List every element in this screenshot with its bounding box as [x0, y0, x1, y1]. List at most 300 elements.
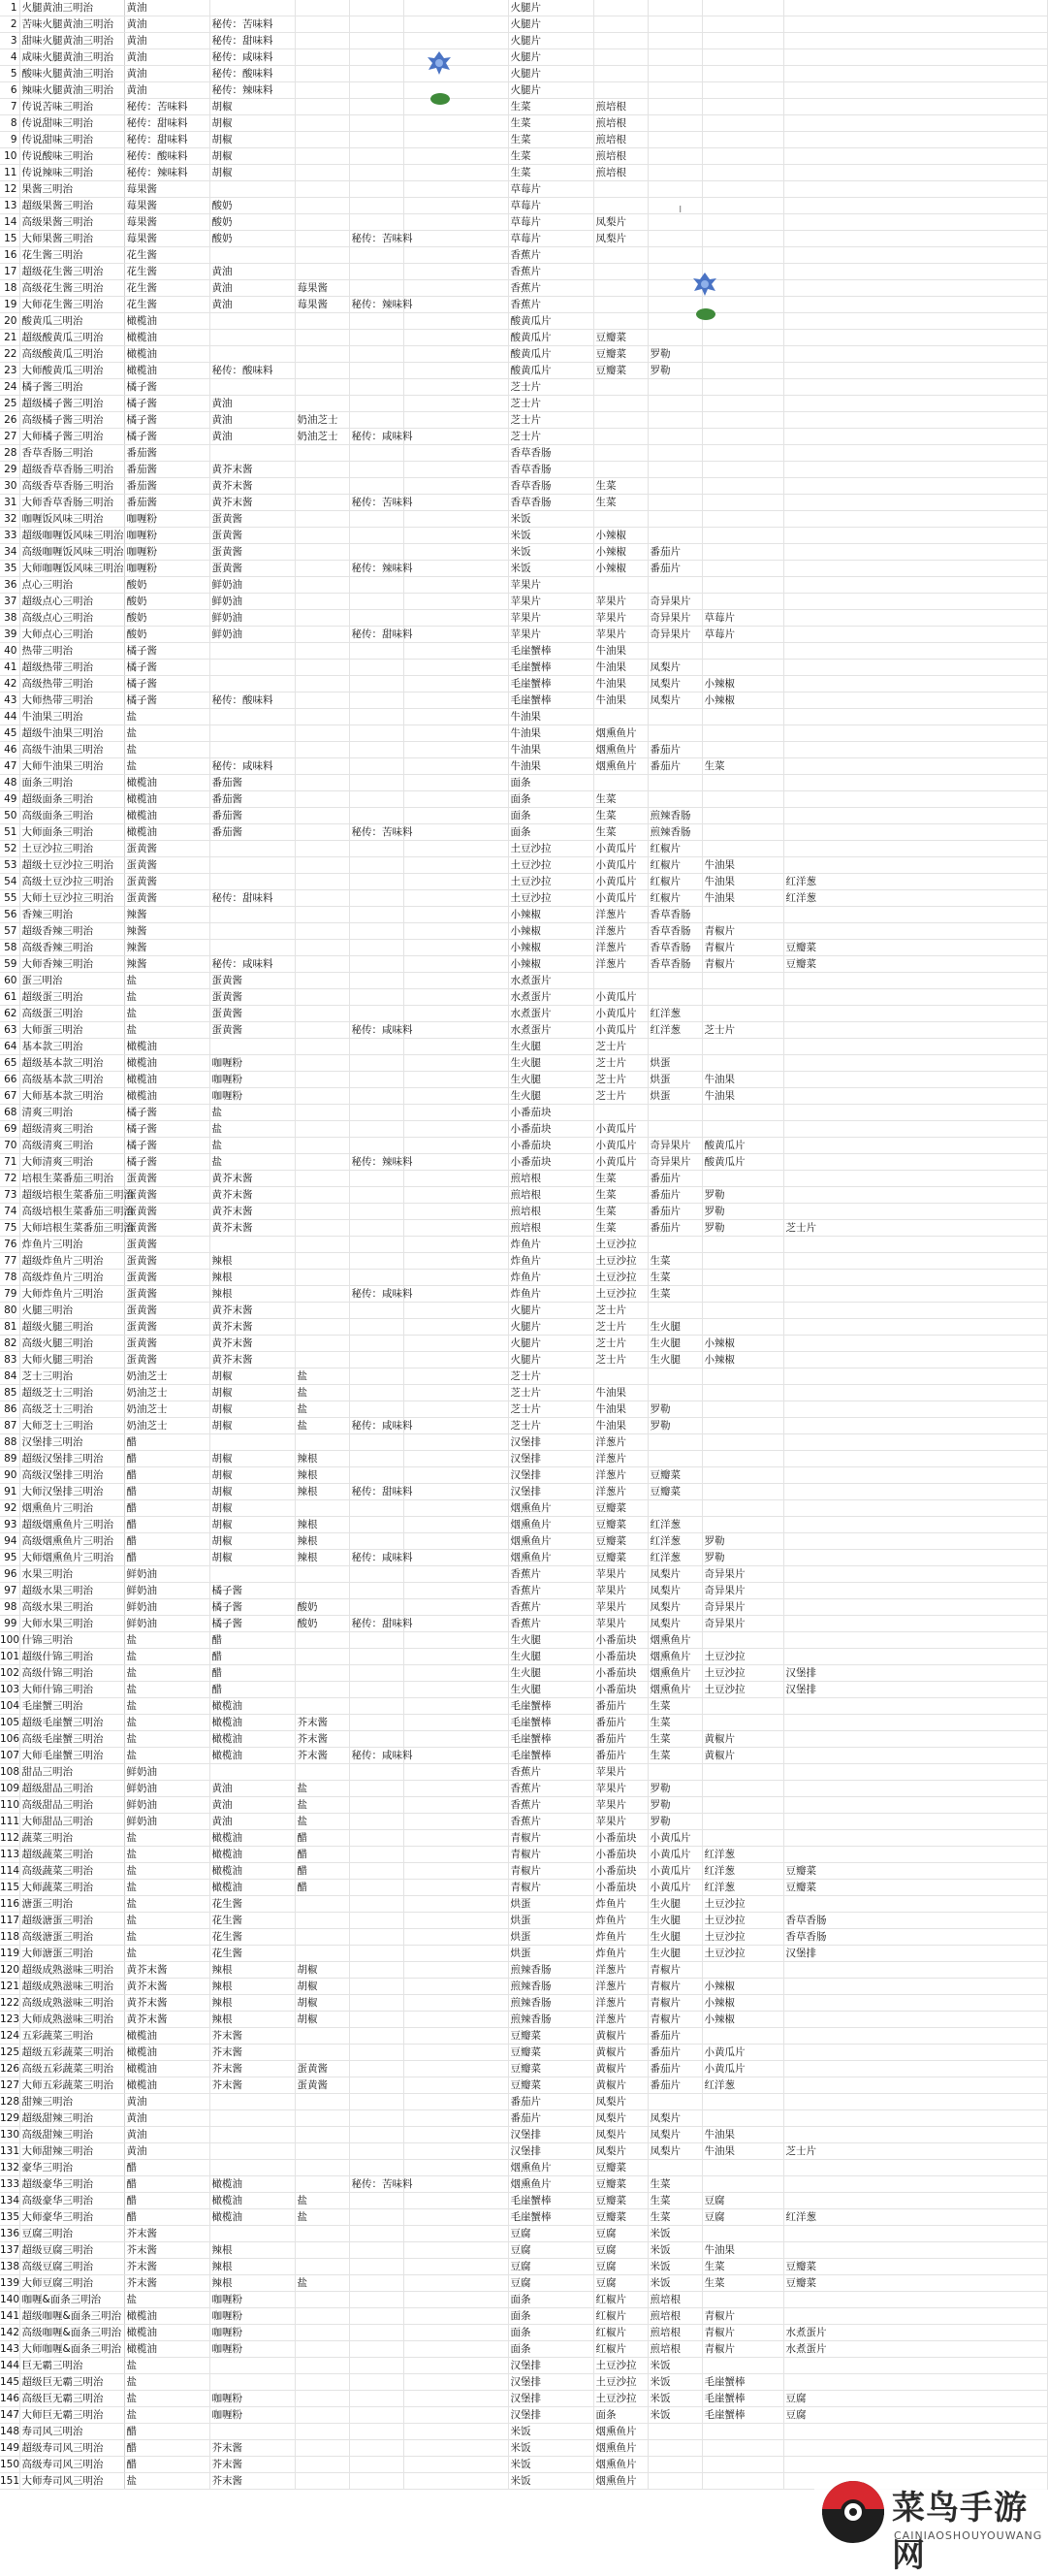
row-number-cell[interactable]: 106 — [0, 1731, 19, 1748]
ingredient-cell[interactable] — [783, 2077, 1047, 2094]
ingredient-cell[interactable]: 番茄片 — [648, 1204, 702, 1220]
ingredient-cell[interactable] — [783, 1006, 1047, 1022]
recipe-name-cell[interactable]: 大师牛油果三明治 — [19, 758, 124, 775]
ingredient-cell[interactable] — [349, 379, 403, 396]
ingredient-cell[interactable] — [349, 1171, 403, 1187]
ingredient-cell[interactable] — [209, 1039, 295, 1055]
ingredient-cell[interactable] — [783, 1039, 1047, 1055]
ingredient-cell[interactable] — [702, 181, 783, 198]
ingredient-cell[interactable]: 秘传：甜味料 — [349, 1616, 403, 1632]
row-number-cell[interactable]: 77 — [0, 1253, 19, 1270]
ingredient-cell[interactable]: 煎辣香肠 — [508, 1962, 593, 1979]
ingredient-cell[interactable]: 小辣椒 — [508, 923, 593, 940]
ingredient-cell[interactable] — [295, 1187, 349, 1204]
ingredient-cell[interactable] — [403, 214, 508, 231]
ingredient-cell[interactable]: 小黄瓜片 — [648, 1880, 702, 1896]
ingredient-cell[interactable] — [403, 2160, 508, 2176]
ingredient-cell[interactable] — [349, 692, 403, 709]
ingredient-cell[interactable]: 盐 — [124, 1748, 209, 1764]
ingredient-cell[interactable]: 秘传：酸味料 — [209, 66, 295, 82]
ingredient-cell[interactable]: 罗勒 — [702, 1187, 783, 1204]
ingredient-cell[interactable] — [349, 890, 403, 907]
recipe-name-cell[interactable]: 土豆沙拉三明治 — [19, 841, 124, 857]
ingredient-cell[interactable] — [295, 1138, 349, 1154]
row-number-cell[interactable]: 80 — [0, 1303, 19, 1319]
ingredient-cell[interactable] — [783, 478, 1047, 495]
ingredient-cell[interactable] — [783, 198, 1047, 214]
ingredient-cell[interactable]: 胡椒 — [209, 1484, 295, 1500]
ingredient-cell[interactable] — [403, 561, 508, 577]
ingredient-cell[interactable] — [783, 1550, 1047, 1566]
row-number-cell[interactable]: 20 — [0, 313, 19, 330]
ingredient-cell[interactable]: 毛崖蟹棒 — [508, 1748, 593, 1764]
ingredient-cell[interactable]: 罗勒 — [702, 1220, 783, 1237]
row-number-cell[interactable]: 18 — [0, 280, 19, 297]
ingredient-cell[interactable]: 生菜 — [702, 2275, 783, 2292]
ingredient-cell[interactable]: 小黄瓜片 — [648, 1863, 702, 1880]
row-number-cell[interactable]: 121 — [0, 1979, 19, 1995]
ingredient-cell[interactable]: 米饭 — [648, 2259, 702, 2275]
ingredient-cell[interactable] — [702, 1781, 783, 1797]
ingredient-cell[interactable]: 奇异果片 — [648, 627, 702, 643]
ingredient-cell[interactable]: 辣根 — [209, 1286, 295, 1303]
ingredient-cell[interactable]: 盐 — [124, 2374, 209, 2391]
ingredient-cell[interactable]: 红洋葱 — [702, 1847, 783, 1863]
ingredient-cell[interactable]: 盐 — [124, 1682, 209, 1698]
ingredient-cell[interactable] — [783, 1797, 1047, 1814]
ingredient-cell[interactable]: 凤梨片 — [593, 2127, 648, 2143]
ingredient-cell[interactable]: 牛油果 — [702, 2143, 783, 2160]
ingredient-cell[interactable]: 秘传：咸味料 — [349, 1022, 403, 1039]
ingredient-cell[interactable]: 生菜 — [508, 148, 593, 165]
ingredient-cell[interactable]: 豆瓣菜 — [783, 956, 1047, 973]
ingredient-cell[interactable]: 黄芥末酱 — [209, 478, 295, 495]
ingredient-cell[interactable] — [783, 2424, 1047, 2440]
row-number-cell[interactable]: 68 — [0, 1105, 19, 1121]
ingredient-cell[interactable] — [702, 544, 783, 561]
ingredient-cell[interactable] — [783, 1599, 1047, 1616]
ingredient-cell[interactable]: 咖喱粉 — [209, 2341, 295, 2358]
ingredient-cell[interactable]: 豆瓣菜 — [593, 2193, 648, 2209]
ingredient-cell[interactable] — [783, 2374, 1047, 2391]
ingredient-cell[interactable]: 香草香肠 — [783, 1913, 1047, 1929]
recipe-name-cell[interactable]: 超级果酱三明治 — [19, 198, 124, 214]
ingredient-cell[interactable]: 盐 — [124, 2292, 209, 2308]
recipe-name-cell[interactable]: 超级面条三明治 — [19, 791, 124, 808]
ingredient-cell[interactable] — [702, 973, 783, 989]
ingredient-cell[interactable] — [648, 2440, 702, 2457]
ingredient-cell[interactable] — [702, 1055, 783, 1072]
ingredient-cell[interactable]: 芝士片 — [508, 1418, 593, 1434]
ingredient-cell[interactable] — [403, 33, 508, 49]
ingredient-cell[interactable]: 生菜 — [702, 758, 783, 775]
ingredient-cell[interactable] — [593, 247, 648, 264]
ingredient-cell[interactable] — [403, 330, 508, 346]
ingredient-cell[interactable] — [783, 1962, 1047, 1979]
ingredient-cell[interactable] — [403, 1649, 508, 1665]
ingredient-cell[interactable]: 小黄瓜片 — [593, 1022, 648, 1039]
ingredient-cell[interactable] — [702, 82, 783, 99]
row-number-cell[interactable]: 38 — [0, 610, 19, 627]
ingredient-cell[interactable]: 土豆沙拉 — [593, 2374, 648, 2391]
ingredient-cell[interactable] — [648, 1303, 702, 1319]
recipe-name-cell[interactable]: 毛崖蟹三明治 — [19, 1698, 124, 1715]
ingredient-cell[interactable]: 豆腐 — [508, 2275, 593, 2292]
ingredient-cell[interactable]: 酸奶 — [209, 214, 295, 231]
ingredient-cell[interactable] — [648, 2424, 702, 2440]
ingredient-cell[interactable] — [349, 412, 403, 429]
ingredient-cell[interactable]: 土豆沙拉 — [593, 2391, 648, 2407]
recipe-name-cell[interactable]: 基本款三明治 — [19, 1039, 124, 1055]
ingredient-cell[interactable] — [648, 379, 702, 396]
ingredient-cell[interactable] — [349, 1781, 403, 1797]
ingredient-cell[interactable] — [349, 2160, 403, 2176]
ingredient-cell[interactable]: 秘传：苦味料 — [209, 16, 295, 33]
ingredient-cell[interactable] — [783, 1171, 1047, 1187]
ingredient-cell[interactable] — [403, 2391, 508, 2407]
ingredient-cell[interactable] — [209, 857, 295, 874]
ingredient-cell[interactable] — [403, 2209, 508, 2226]
ingredient-cell[interactable] — [349, 594, 403, 610]
ingredient-cell[interactable] — [349, 2061, 403, 2077]
row-number-cell[interactable]: 39 — [0, 627, 19, 643]
ingredient-cell[interactable] — [783, 1830, 1047, 1847]
ingredient-cell[interactable] — [403, 1847, 508, 1863]
ingredient-cell[interactable]: 醋 — [209, 1682, 295, 1698]
ingredient-cell[interactable] — [702, 791, 783, 808]
ingredient-cell[interactable] — [403, 297, 508, 313]
ingredient-cell[interactable]: 豆瓣菜 — [593, 346, 648, 363]
ingredient-cell[interactable] — [702, 198, 783, 214]
ingredient-cell[interactable] — [702, 660, 783, 676]
row-number-cell[interactable]: 48 — [0, 775, 19, 791]
ingredient-cell[interactable] — [783, 1533, 1047, 1550]
ingredient-cell[interactable] — [783, 1088, 1047, 1105]
ingredient-cell[interactable]: 胡椒 — [209, 115, 295, 132]
ingredient-cell[interactable] — [295, 231, 349, 247]
ingredient-cell[interactable]: 黄油 — [209, 1814, 295, 1830]
ingredient-cell[interactable]: 生菜 — [648, 1270, 702, 1286]
ingredient-cell[interactable]: 米饭 — [508, 2440, 593, 2457]
ingredient-cell[interactable]: 生火腿 — [508, 1055, 593, 1072]
row-number-cell[interactable]: 45 — [0, 725, 19, 742]
recipe-name-cell[interactable]: 大师豆腐三明治 — [19, 2275, 124, 2292]
ingredient-cell[interactable]: 豆腐 — [593, 2275, 648, 2292]
ingredient-cell[interactable] — [403, 1632, 508, 1649]
ingredient-cell[interactable]: 小番茄块 — [593, 1682, 648, 1698]
ingredient-cell[interactable]: 米饭 — [508, 511, 593, 528]
ingredient-cell[interactable] — [295, 1204, 349, 1220]
ingredient-cell[interactable]: 芥末酱 — [209, 2457, 295, 2473]
ingredient-cell[interactable]: 煎培根 — [648, 2292, 702, 2308]
ingredient-cell[interactable] — [295, 627, 349, 643]
ingredient-cell[interactable] — [349, 2209, 403, 2226]
ingredient-cell[interactable] — [403, 2061, 508, 2077]
ingredient-cell[interactable]: 豆瓣菜 — [783, 1880, 1047, 1896]
row-number-cell[interactable]: 52 — [0, 841, 19, 857]
ingredient-cell[interactable]: 芝士片 — [593, 1055, 648, 1072]
ingredient-cell[interactable]: 秘传：咸味料 — [349, 1748, 403, 1764]
ingredient-cell[interactable]: 凤梨片 — [593, 231, 648, 247]
ingredient-cell[interactable]: 芝士片 — [508, 1401, 593, 1418]
ingredient-cell[interactable]: 芝士片 — [593, 1352, 648, 1368]
ingredient-cell[interactable] — [403, 907, 508, 923]
ingredient-cell[interactable] — [403, 1880, 508, 1896]
ingredient-cell[interactable]: 醋 — [124, 1533, 209, 1550]
ingredient-cell[interactable] — [349, 330, 403, 346]
row-number-cell[interactable]: 4 — [0, 49, 19, 66]
ingredient-cell[interactable] — [209, 313, 295, 330]
ingredient-cell[interactable] — [403, 676, 508, 692]
ingredient-cell[interactable]: 盐 — [295, 1814, 349, 1830]
ingredient-cell[interactable]: 盐 — [124, 1880, 209, 1896]
ingredient-cell[interactable] — [593, 412, 648, 429]
ingredient-cell[interactable]: 煎辣香肠 — [508, 1995, 593, 2012]
ingredient-cell[interactable]: 秘传：咸味料 — [209, 49, 295, 66]
ingredient-cell[interactable] — [403, 1797, 508, 1814]
ingredient-cell[interactable] — [702, 1467, 783, 1484]
ingredient-cell[interactable]: 生火腿 — [508, 1632, 593, 1649]
ingredient-cell[interactable]: 秘传：辣味料 — [349, 297, 403, 313]
ingredient-cell[interactable]: 盐 — [295, 1385, 349, 1401]
ingredient-cell[interactable] — [702, 66, 783, 82]
ingredient-cell[interactable] — [403, 1187, 508, 1204]
recipe-name-cell[interactable]: 高级橘子酱三明治 — [19, 412, 124, 429]
ingredient-cell[interactable] — [295, 1698, 349, 1715]
ingredient-cell[interactable] — [295, 1237, 349, 1253]
ingredient-cell[interactable]: 毛崖蟹棒 — [508, 1731, 593, 1748]
ingredient-cell[interactable] — [783, 115, 1047, 132]
ingredient-cell[interactable] — [702, 594, 783, 610]
ingredient-cell[interactable]: 豆腐 — [783, 2407, 1047, 2424]
ingredient-cell[interactable] — [648, 1368, 702, 1385]
ingredient-cell[interactable]: 凤梨片 — [648, 1599, 702, 1616]
ingredient-cell[interactable] — [702, 1253, 783, 1270]
ingredient-cell[interactable]: 芥末酱 — [209, 2473, 295, 2490]
ingredient-cell[interactable] — [702, 1368, 783, 1385]
recipe-name-cell[interactable]: 超级香辣三明治 — [19, 923, 124, 940]
ingredient-cell[interactable]: 橄榄油 — [209, 1748, 295, 1764]
ingredient-cell[interactable] — [403, 1616, 508, 1632]
recipe-name-cell[interactable]: 高级果酱三明治 — [19, 214, 124, 231]
ingredient-cell[interactable]: 牛油果 — [508, 742, 593, 758]
ingredient-cell[interactable]: 香蕉片 — [508, 1599, 593, 1616]
ingredient-cell[interactable]: 芝士片 — [508, 396, 593, 412]
ingredient-cell[interactable] — [783, 313, 1047, 330]
recipe-name-cell[interactable]: 炸鱼片三明治 — [19, 1237, 124, 1253]
ingredient-cell[interactable] — [648, 132, 702, 148]
ingredient-cell[interactable] — [783, 462, 1047, 478]
ingredient-cell[interactable]: 香草香肠 — [508, 495, 593, 511]
ingredient-cell[interactable]: 番茄酱 — [209, 824, 295, 841]
row-number-cell[interactable]: 19 — [0, 297, 19, 313]
ingredient-cell[interactable] — [702, 824, 783, 841]
ingredient-cell[interactable]: 牛油果 — [702, 2242, 783, 2259]
ingredient-cell[interactable]: 生菜 — [648, 2193, 702, 2209]
ingredient-cell[interactable]: 黄油 — [124, 16, 209, 33]
row-number-cell[interactable]: 32 — [0, 511, 19, 528]
recipe-name-cell[interactable]: 超级蔬菜三明治 — [19, 1847, 124, 1863]
ingredient-cell[interactable]: 橄榄油 — [209, 1863, 295, 1880]
ingredient-cell[interactable] — [783, 1022, 1047, 1039]
ingredient-cell[interactable]: 生菜 — [593, 1220, 648, 1237]
ingredient-cell[interactable] — [295, 2127, 349, 2143]
ingredient-cell[interactable]: 蛋黄酱 — [124, 1253, 209, 1270]
ingredient-cell[interactable]: 咖喱粉 — [124, 544, 209, 561]
ingredient-cell[interactable]: 小番茄块 — [508, 1105, 593, 1121]
ingredient-cell[interactable]: 面条 — [508, 808, 593, 824]
ingredient-cell[interactable]: 橘子酱 — [124, 396, 209, 412]
ingredient-cell[interactable] — [702, 1171, 783, 1187]
ingredient-cell[interactable]: 鲜奶油 — [124, 1566, 209, 1583]
ingredient-cell[interactable] — [783, 1121, 1047, 1138]
ingredient-cell[interactable]: 酸奶 — [209, 231, 295, 247]
ingredient-cell[interactable]: 橄榄油 — [209, 1880, 295, 1896]
row-number-cell[interactable]: 41 — [0, 660, 19, 676]
row-number-cell[interactable]: 59 — [0, 956, 19, 973]
ingredient-cell[interactable] — [783, 2012, 1047, 2028]
ingredient-cell[interactable] — [403, 478, 508, 495]
ingredient-cell[interactable]: 盐 — [124, 1929, 209, 1946]
row-number-cell[interactable]: 17 — [0, 264, 19, 280]
ingredient-cell[interactable] — [783, 692, 1047, 709]
ingredient-cell[interactable] — [295, 478, 349, 495]
row-number-cell[interactable]: 27 — [0, 429, 19, 445]
ingredient-cell[interactable] — [702, 1632, 783, 1649]
ingredient-cell[interactable]: 米饭 — [648, 2226, 702, 2242]
row-number-cell[interactable]: 98 — [0, 1599, 19, 1616]
ingredient-cell[interactable]: 毛崖蟹棒 — [508, 643, 593, 660]
ingredient-cell[interactable] — [209, 0, 295, 16]
ingredient-cell[interactable] — [403, 1830, 508, 1847]
ingredient-cell[interactable] — [403, 1962, 508, 1979]
ingredient-cell[interactable]: 烘蛋 — [508, 1913, 593, 1929]
ingredient-cell[interactable] — [648, 1500, 702, 1517]
ingredient-cell[interactable]: 小番茄块 — [508, 1138, 593, 1154]
ingredient-cell[interactable]: 咖喱粉 — [209, 1055, 295, 1072]
row-number-cell[interactable]: 51 — [0, 824, 19, 841]
ingredient-cell[interactable] — [349, 1138, 403, 1154]
ingredient-cell[interactable]: 炸鱼片 — [508, 1253, 593, 1270]
ingredient-cell[interactable] — [295, 1253, 349, 1270]
ingredient-cell[interactable] — [403, 2176, 508, 2193]
ingredient-cell[interactable] — [783, 2045, 1047, 2061]
ingredient-cell[interactable] — [209, 445, 295, 462]
ingredient-cell[interactable] — [403, 544, 508, 561]
ingredient-cell[interactable] — [349, 1995, 403, 2012]
ingredient-cell[interactable] — [349, 1698, 403, 1715]
ingredient-cell[interactable]: 莓果酱 — [295, 280, 349, 297]
ingredient-cell[interactable]: 黄油 — [124, 82, 209, 99]
ingredient-cell[interactable]: 土豆沙拉 — [508, 857, 593, 874]
row-number-cell[interactable]: 101 — [0, 1649, 19, 1665]
ingredient-cell[interactable] — [783, 577, 1047, 594]
row-number-cell[interactable]: 93 — [0, 1517, 19, 1533]
ingredient-cell[interactable]: 炸鱼片 — [593, 1913, 648, 1929]
ingredient-cell[interactable]: 蛋黄酱 — [124, 1336, 209, 1352]
ingredient-cell[interactable]: 黄芥末酱 — [209, 1220, 295, 1237]
ingredient-cell[interactable]: 红椒片 — [648, 841, 702, 857]
ingredient-cell[interactable] — [295, 1665, 349, 1682]
ingredient-cell[interactable] — [295, 1632, 349, 1649]
ingredient-cell[interactable] — [702, 49, 783, 66]
recipe-name-cell[interactable]: 高级咖喱&面条三明治 — [19, 2325, 124, 2341]
ingredient-cell[interactable]: 花生酱 — [209, 1896, 295, 1913]
ingredient-cell[interactable]: 醋 — [124, 2160, 209, 2176]
ingredient-cell[interactable]: 芝士片 — [593, 1088, 648, 1105]
ingredient-cell[interactable] — [349, 2292, 403, 2308]
ingredient-cell[interactable]: 小黄瓜片 — [593, 989, 648, 1006]
ingredient-cell[interactable] — [295, 989, 349, 1006]
row-number-cell[interactable]: 62 — [0, 1006, 19, 1022]
ingredient-cell[interactable] — [593, 379, 648, 396]
ingredient-cell[interactable]: 凤梨片 — [648, 1566, 702, 1583]
ingredient-cell[interactable]: 生火腿 — [508, 1039, 593, 1055]
ingredient-cell[interactable] — [783, 445, 1047, 462]
ingredient-cell[interactable] — [295, 594, 349, 610]
ingredient-cell[interactable] — [783, 2094, 1047, 2110]
ingredient-cell[interactable]: 辣根 — [209, 2012, 295, 2028]
ingredient-cell[interactable]: 盐 — [124, 709, 209, 725]
ingredient-cell[interactable] — [349, 1105, 403, 1121]
ingredient-cell[interactable]: 胡椒 — [209, 1385, 295, 1401]
ingredient-cell[interactable]: 炸鱼片 — [508, 1286, 593, 1303]
ingredient-cell[interactable]: 蛋黄酱 — [124, 1319, 209, 1336]
ingredient-cell[interactable] — [295, 1583, 349, 1599]
ingredient-cell[interactable] — [783, 165, 1047, 181]
row-number-cell[interactable]: 73 — [0, 1187, 19, 1204]
ingredient-cell[interactable]: 橄榄油 — [124, 1072, 209, 1088]
ingredient-cell[interactable]: 草莓片 — [508, 198, 593, 214]
recipe-name-cell[interactable]: 高级炸鱼片三明治 — [19, 1270, 124, 1286]
ingredient-cell[interactable] — [702, 247, 783, 264]
recipe-name-cell[interactable]: 甜品三明治 — [19, 1764, 124, 1781]
ingredient-cell[interactable]: 番茄酱 — [124, 495, 209, 511]
ingredient-cell[interactable]: 小黄瓜片 — [593, 874, 648, 890]
ingredient-cell[interactable] — [783, 49, 1047, 66]
recipe-name-cell[interactable]: 高级烟熏鱼片三明治 — [19, 1533, 124, 1550]
ingredient-cell[interactable] — [209, 181, 295, 198]
ingredient-cell[interactable] — [349, 1336, 403, 1352]
ingredient-cell[interactable]: 牛油果 — [508, 758, 593, 775]
ingredient-cell[interactable] — [702, 577, 783, 594]
row-number-cell[interactable]: 84 — [0, 1368, 19, 1385]
ingredient-cell[interactable] — [702, 561, 783, 577]
ingredient-cell[interactable] — [295, 1072, 349, 1088]
ingredient-cell[interactable] — [403, 115, 508, 132]
ingredient-cell[interactable] — [209, 247, 295, 264]
ingredient-cell[interactable]: 鲜奶油 — [209, 577, 295, 594]
ingredient-cell[interactable] — [648, 2457, 702, 2473]
recipe-name-cell[interactable]: 水果三明治 — [19, 1566, 124, 1583]
ingredient-cell[interactable] — [403, 511, 508, 528]
ingredient-cell[interactable] — [783, 247, 1047, 264]
ingredient-cell[interactable] — [648, 412, 702, 429]
ingredient-cell[interactable]: 小黄瓜片 — [648, 1830, 702, 1847]
recipe-name-cell[interactable]: 超级五彩蔬菜三明治 — [19, 2045, 124, 2061]
ingredient-cell[interactable]: 酸黄瓜片 — [702, 1138, 783, 1154]
recipe-name-cell[interactable]: 高级点心三明治 — [19, 610, 124, 627]
ingredient-cell[interactable] — [295, 1022, 349, 1039]
ingredient-cell[interactable]: 蛋黄酱 — [209, 1006, 295, 1022]
ingredient-cell[interactable]: 煎培根 — [593, 148, 648, 165]
ingredient-cell[interactable]: 生菜 — [648, 1748, 702, 1764]
ingredient-cell[interactable]: 豆腐 — [702, 2209, 783, 2226]
ingredient-cell[interactable]: 生菜 — [508, 165, 593, 181]
ingredient-cell[interactable] — [403, 1418, 508, 1434]
ingredient-cell[interactable]: 橄榄油 — [209, 1698, 295, 1715]
ingredient-cell[interactable]: 橄榄油 — [124, 2341, 209, 2358]
